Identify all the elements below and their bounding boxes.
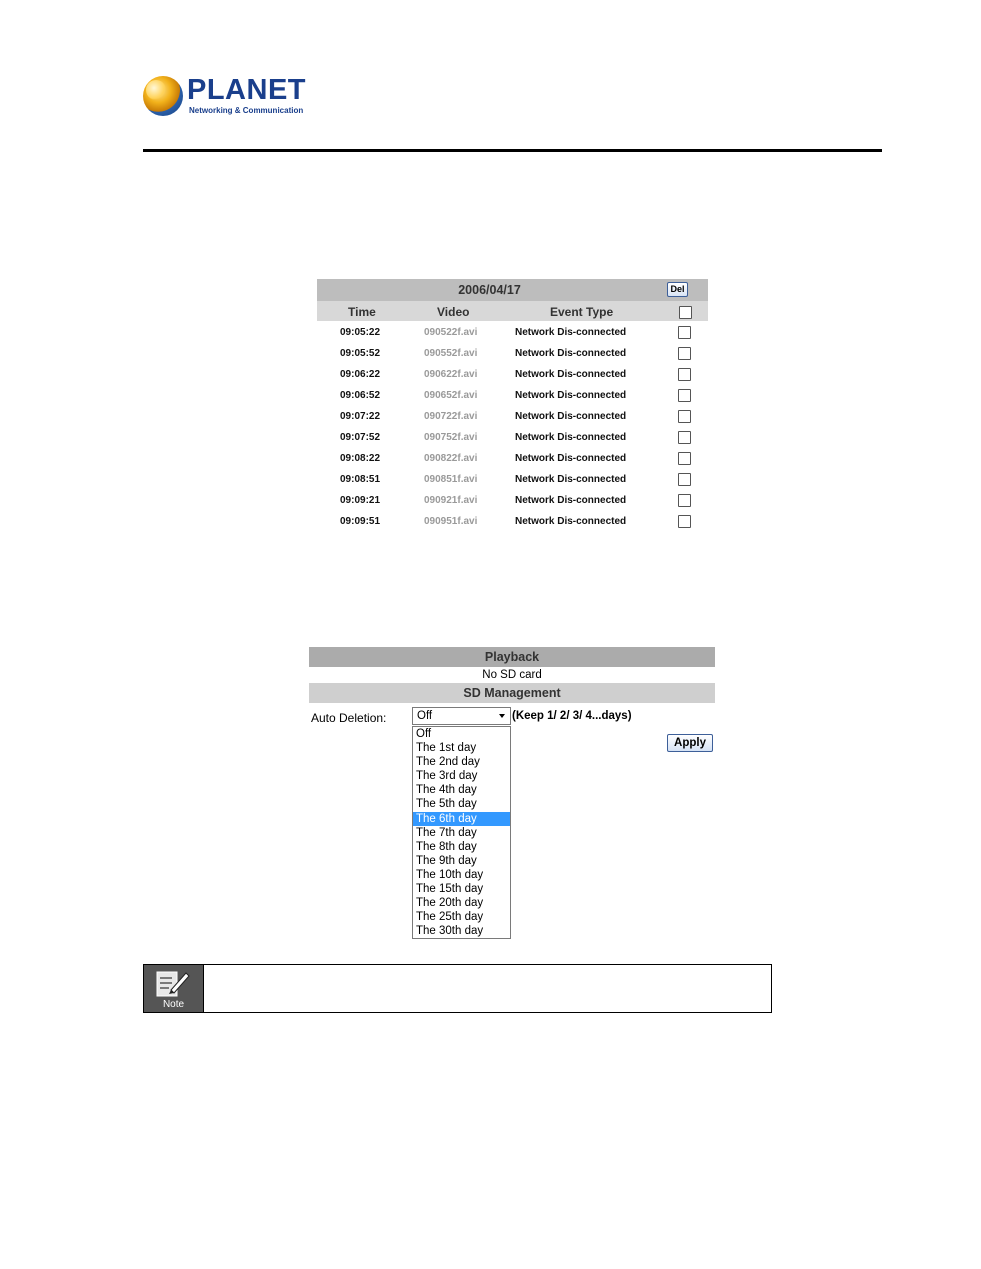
sd-management-title: SD Management — [309, 683, 715, 703]
auto-deletion-dropdown-list — [412, 726, 511, 939]
globe-icon — [143, 76, 183, 116]
event-row — [317, 447, 708, 468]
column-header-video: Video — [437, 305, 470, 319]
dropdown-option[interactable]: The 9th day — [416, 854, 477, 867]
dropdown-option[interactable]: The 30th day — [416, 925, 484, 938]
event-video-link[interactable]: 090752f.avi — [424, 432, 478, 443]
select-all-checkbox[interactable] — [679, 306, 692, 319]
event-row — [317, 363, 708, 384]
event-video-link[interactable]: 090622f.avi — [424, 369, 478, 380]
event-row — [317, 405, 708, 426]
event-row-checkbox[interactable] — [678, 368, 691, 381]
brand-tagline: Networking & Communication — [189, 106, 304, 115]
event-rows — [317, 321, 708, 531]
dropdown-option[interactable]: The 6th day — [413, 812, 510, 826]
dropdown-option[interactable]: Off — [416, 728, 432, 740]
event-video-link[interactable]: 090951f.avi — [424, 516, 478, 527]
event-time: 09:07:22 — [340, 411, 381, 422]
event-time: 09:06:22 — [340, 369, 381, 380]
event-list-header — [317, 301, 708, 321]
event-time: 09:06:52 — [340, 390, 381, 401]
dropdown-option[interactable]: The 10th day — [416, 868, 484, 881]
brand-name: PLANET — [187, 74, 306, 106]
event-video-link[interactable]: 090822f.avi — [424, 453, 478, 464]
event-row — [317, 510, 708, 531]
event-type: Network Dis-connected — [515, 390, 627, 401]
dropdown-option[interactable]: The 4th day — [416, 784, 477, 797]
playback-title: Playback — [309, 647, 715, 667]
event-row-checkbox[interactable] — [678, 389, 691, 402]
event-type: Network Dis-connected — [515, 411, 627, 422]
event-row — [317, 384, 708, 405]
sd-status: No SD card — [482, 669, 542, 681]
event-row — [317, 321, 708, 342]
event-video-link[interactable]: 090552f.avi — [424, 348, 478, 359]
event-row — [317, 468, 708, 489]
event-row-checkbox[interactable] — [678, 410, 691, 423]
event-row-checkbox[interactable] — [678, 473, 691, 486]
event-row-checkbox[interactable] — [678, 515, 691, 528]
event-video-link[interactable]: 090522f.avi — [424, 327, 478, 338]
dropdown-option[interactable]: The 5th day — [416, 798, 477, 811]
event-row-checkbox[interactable] — [678, 347, 691, 360]
event-date: 2006/04/17 — [458, 283, 521, 297]
note-label: Note — [162, 999, 185, 1010]
dropdown-option[interactable]: The 7th day — [416, 826, 477, 839]
event-video-link[interactable]: 090652f.avi — [424, 390, 478, 401]
event-row — [317, 489, 708, 510]
delete-button[interactable]: Del — [667, 282, 688, 297]
event-row-checkbox[interactable] — [678, 494, 691, 507]
column-header-event-type: Event Type — [550, 305, 614, 319]
dropdown-option[interactable]: The 3rd day — [416, 770, 478, 783]
event-time: 09:05:22 — [340, 327, 381, 338]
event-type: Network Dis-connected — [515, 432, 627, 443]
playback-panel — [309, 647, 715, 938]
dropdown-option[interactable]: The 1st day — [416, 742, 477, 755]
header-divider — [143, 149, 882, 152]
dropdown-option[interactable]: The 2nd day — [416, 756, 480, 769]
event-type: Network Dis-connected — [515, 516, 627, 527]
event-list-panel — [317, 279, 708, 531]
event-row-checkbox[interactable] — [678, 452, 691, 465]
column-header-time: Time — [348, 305, 376, 319]
event-type: Network Dis-connected — [515, 495, 627, 506]
auto-deletion-hint: (Keep 1/ 2/ 3/ 4...days) — [512, 710, 632, 722]
event-type: Network Dis-connected — [515, 474, 627, 485]
apply-button[interactable]: Apply — [667, 734, 713, 752]
dropdown-option[interactable]: The 15th day — [416, 883, 484, 896]
event-row — [317, 342, 708, 363]
event-list-titlebar — [317, 279, 708, 301]
auto-deletion-value: Off — [417, 710, 433, 722]
event-time: 09:08:22 — [340, 453, 381, 464]
event-row — [317, 426, 708, 447]
event-time: 09:09:21 — [340, 495, 381, 506]
chevron-down-icon — [499, 714, 505, 718]
event-row-checkbox[interactable] — [678, 326, 691, 339]
dropdown-option[interactable]: The 25th day — [416, 911, 484, 924]
note-box — [143, 964, 772, 1013]
event-video-link[interactable]: 090722f.avi — [424, 411, 478, 422]
event-type: Network Dis-connected — [515, 453, 627, 464]
event-time: 09:05:52 — [340, 348, 381, 359]
event-type: Network Dis-connected — [515, 369, 627, 380]
dropdown-option[interactable]: The 8th day — [416, 840, 477, 853]
auto-deletion-select[interactable] — [412, 707, 511, 725]
event-video-link[interactable]: 090851f.avi — [424, 474, 478, 485]
event-time: 09:08:51 — [340, 474, 381, 485]
dropdown-option[interactable]: The 20th day — [416, 897, 484, 910]
note-icon — [144, 965, 204, 1012]
planet-logo — [143, 73, 313, 123]
event-row-checkbox[interactable] — [678, 431, 691, 444]
event-video-link[interactable]: 090921f.avi — [424, 495, 478, 506]
event-time: 09:09:51 — [340, 516, 381, 527]
event-type: Network Dis-connected — [515, 327, 627, 338]
auto-deletion-label: Auto Deletion: — [311, 711, 387, 725]
event-type: Network Dis-connected — [515, 348, 627, 359]
event-time: 09:07:52 — [340, 432, 381, 443]
